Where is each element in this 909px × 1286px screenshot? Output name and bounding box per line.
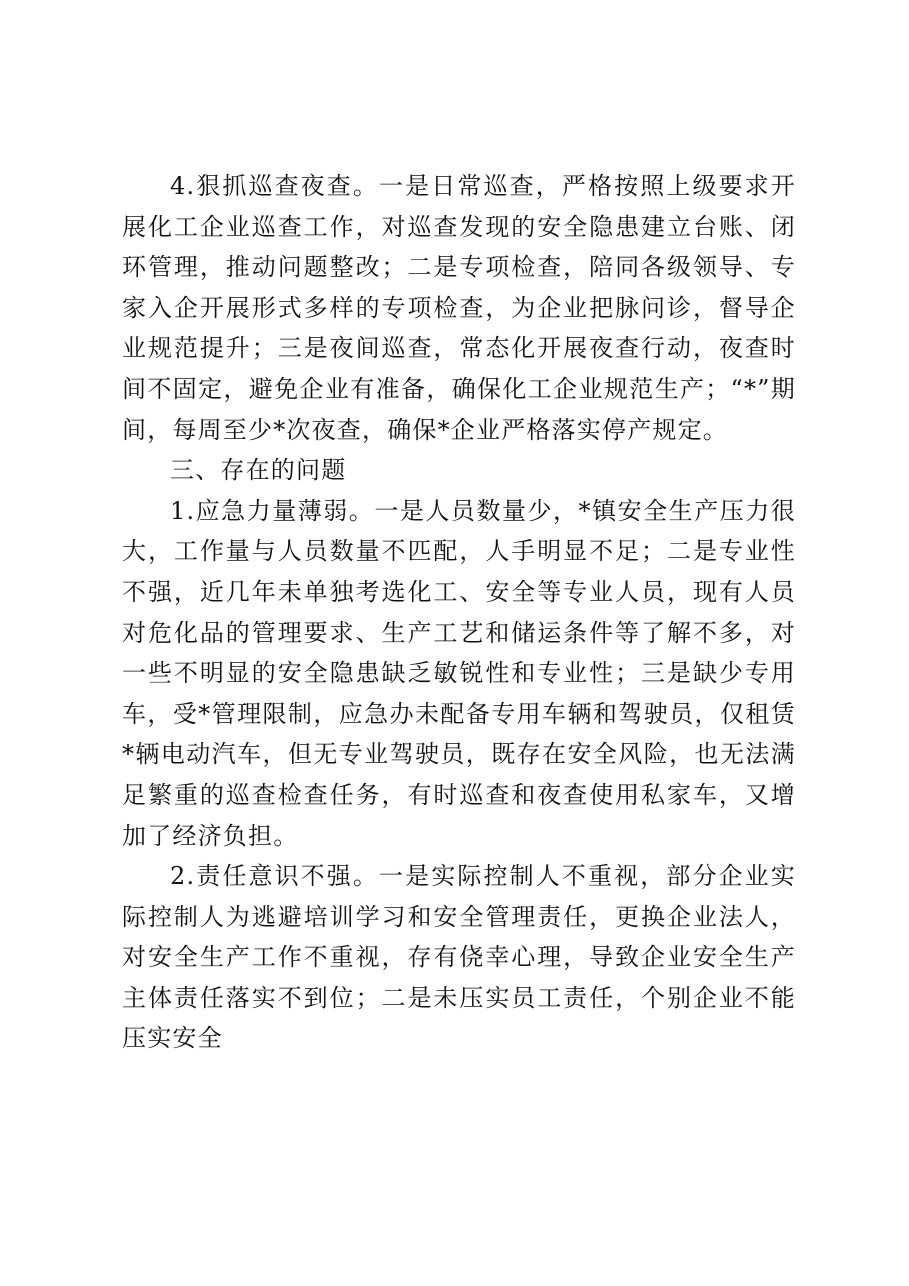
paragraph-patrol-inspection: 4.狠抓巡查夜查。一是日常巡查，严格按照上级要求开展化工企业巡查工作，对巡查发现的安全隐患建立台账、闭环管理，推动问题整改；二是专项检查，陪同各级领导、专家入企开展形式多样的专项检查，为企业把脉问诊，督导企业规范提升；三是夜间巡查，常态化开展夜查行动，夜查时间不固定，避免企业有准备，确保化工企业规范生产；“*”期间，每周至少*次夜查，确保*企业严格落实停产规定。 xyxy=(122,172,796,444)
paragraph-responsibility: 2.责任意识不强。一是实际控制人不重视，部分企业实际控制人为逃避培训学习和安全管理责任，更换企业法人，对安全生产工作不重视，存有侥幸心理，导致企业安全生产主体责任落实不到位；二是未压实员工责任，个别企业不能压实安全 xyxy=(122,862,796,1053)
paragraph-emergency-force: 1.应急力量薄弱。一是人员数量少，*镇安全生产压力很大，工作量与人员数量不匹配，人手明显不足；二是专业性不强，近几年未单独考选化工、安全等专业人员，现有人员对危化品的管理要求、生产工艺和储运条件等了解不多，对一些不明显的安全隐患缺乏敏锐性和专业性；三是缺少专用车，受*管理限制，应急办未配备专用车辆和驾驶员，仅租赁*辆电动汽车，但无专业驾驶员，既存在安全风险，也无法满足繁重的巡查检查任务，有时巡查和夜查使用私家车，又增加了经济负担。 xyxy=(122,496,796,850)
document-body xyxy=(122,166,796,1059)
section-heading-problems: 三、存在的问题 xyxy=(170,456,347,485)
